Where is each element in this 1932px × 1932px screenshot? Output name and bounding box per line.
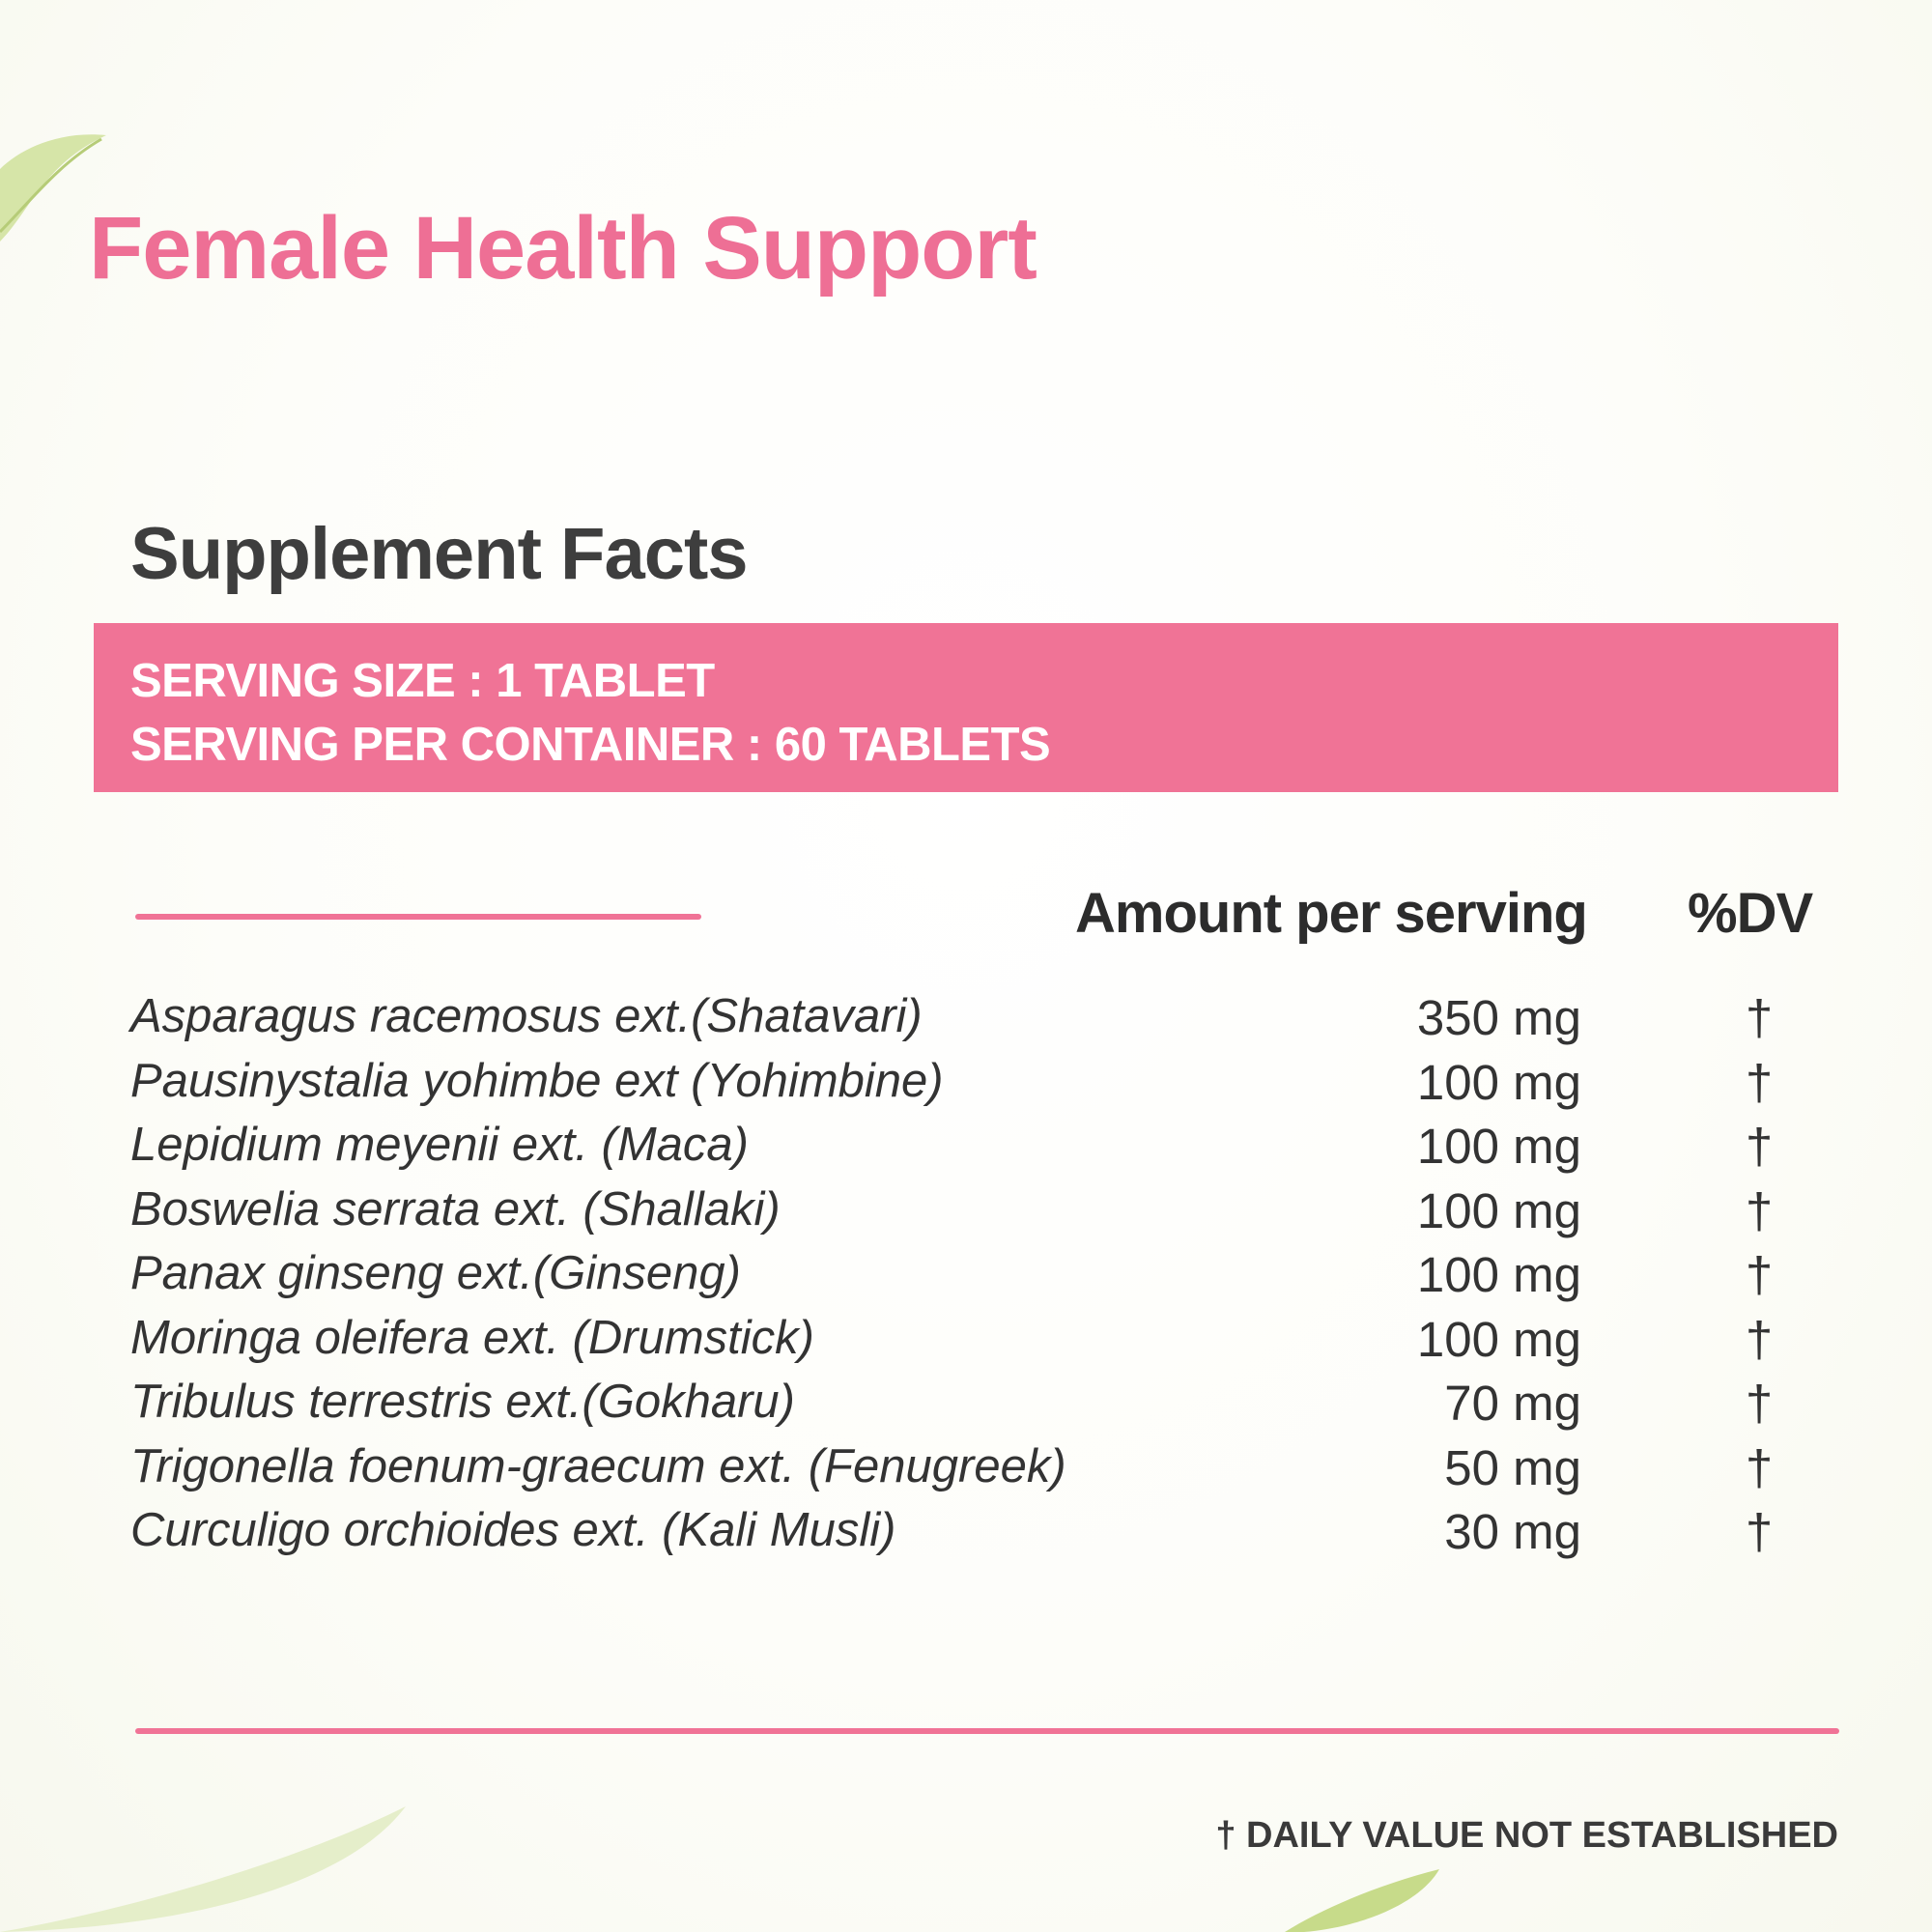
ingredient-name: Pausinystalia yohimbe ext (Yohimbine) bbox=[130, 1054, 944, 1107]
ingredient-dv: † bbox=[1745, 990, 1774, 1045]
table-row bbox=[130, 1311, 1792, 1376]
supplement-facts-title: Supplement Facts bbox=[130, 513, 748, 595]
ingredient-dv: † bbox=[1745, 1311, 1774, 1367]
table-row bbox=[130, 1054, 1792, 1119]
ingredient-name: Curculigo orchioides ext. (Kali Musli) bbox=[130, 1504, 896, 1556]
ingredient-dv: † bbox=[1745, 1247, 1774, 1302]
table-row bbox=[130, 1182, 1792, 1247]
ingredient-amount: 30 mg bbox=[1444, 1504, 1581, 1559]
table-row bbox=[130, 1246, 1792, 1311]
leaf-bottom-left-icon bbox=[0, 1806, 425, 1932]
table-row bbox=[130, 1439, 1792, 1504]
ingredient-name: Boswelia serrata ext. (Shallaki) bbox=[130, 1182, 781, 1236]
page-title: Female Health Support bbox=[89, 199, 1037, 298]
ingredient-amount: 70 mg bbox=[1444, 1376, 1581, 1431]
dv-column-header: %DV bbox=[1688, 882, 1813, 945]
amount-column-header: Amount per serving bbox=[1075, 882, 1587, 945]
ingredient-dv: † bbox=[1745, 1504, 1774, 1559]
ingredient-name: Lepidium meyenii ext. (Maca) bbox=[130, 1119, 749, 1171]
ingredient-dv: † bbox=[1745, 1182, 1774, 1238]
serving-size: SERVING SIZE : 1 TABLET bbox=[130, 655, 715, 707]
ingredient-table bbox=[130, 989, 1792, 1568]
footer-divider bbox=[135, 1728, 1839, 1734]
ingredient-amount: 100 mg bbox=[1416, 1311, 1581, 1367]
ingredient-amount: 100 mg bbox=[1416, 1247, 1581, 1302]
leaf-bottom-right-icon bbox=[1285, 1869, 1449, 1932]
ingredient-name: Moringa oleifera ext. (Drumstick) bbox=[130, 1311, 814, 1364]
table-row bbox=[130, 1375, 1792, 1439]
ingredient-amount: 100 mg bbox=[1416, 1054, 1581, 1110]
servings-per-container: SERVING PER CONTAINER : 60 TABLETS bbox=[130, 719, 1051, 771]
ingredient-name: Tribulus terrestris ext.(Gokharu) bbox=[130, 1376, 795, 1428]
ingredient-amount: 350 mg bbox=[1416, 990, 1581, 1045]
ingredient-amount: 50 mg bbox=[1444, 1439, 1581, 1495]
ingredient-dv: † bbox=[1745, 1376, 1774, 1431]
footnote: † DAILY VALUE NOT ESTABLISHED bbox=[1215, 1815, 1838, 1856]
ingredient-name: Trigonella foenum-graecum ext. (Fenugreek) bbox=[130, 1439, 1066, 1492]
serving-info-band bbox=[94, 623, 1838, 792]
ingredient-dv: † bbox=[1745, 1054, 1774, 1110]
ingredient-dv: † bbox=[1745, 1439, 1774, 1495]
ingredient-amount: 100 mg bbox=[1416, 1182, 1581, 1238]
ingredient-name: Panax ginseng ext.(Ginseng) bbox=[130, 1247, 741, 1299]
ingredient-name: Asparagus racemosus ext.(Shatavari) bbox=[130, 990, 923, 1042]
table-row bbox=[130, 989, 1792, 1054]
table-row bbox=[130, 1503, 1792, 1568]
ingredient-amount: 100 mg bbox=[1416, 1119, 1581, 1174]
header-divider bbox=[135, 914, 701, 920]
table-row bbox=[130, 1118, 1792, 1182]
ingredient-dv: † bbox=[1745, 1119, 1774, 1174]
